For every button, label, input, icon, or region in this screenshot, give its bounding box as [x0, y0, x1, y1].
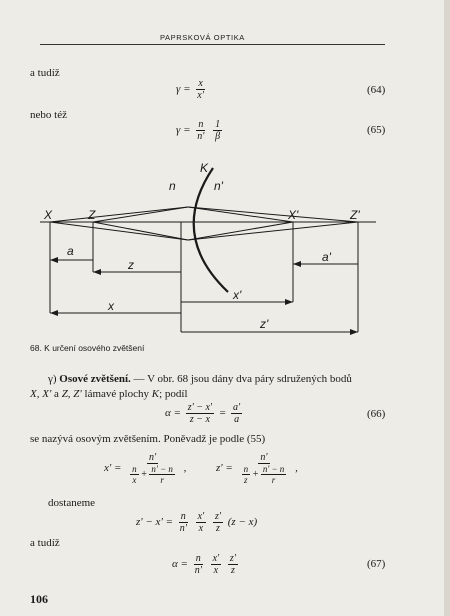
label-n-prime: n' [214, 179, 223, 193]
label-K: K [200, 161, 209, 175]
ray-X [50, 207, 188, 222]
equation-64 [176, 78, 208, 101]
label-X: X [44, 208, 53, 222]
eq64-fraction: $\frac{x}{x'}$ [197, 78, 204, 101]
eq65-lhs: γ = [176, 124, 191, 137]
eqno-64: (64) [367, 84, 386, 96]
text-a-tudiz-2: a tudíž [30, 537, 60, 549]
text-a-tudiz-1: a tudíž [30, 67, 60, 79]
equation-66: α = $\frac{z' - x'}{z - x}$ = $\frac{a'}{a}$ [165, 402, 241, 425]
label-x: x [108, 299, 114, 313]
label-z: z [128, 258, 134, 272]
page-number: 106 [30, 592, 48, 606]
equation-x-prime: x' = n' $\frac{n}{x}$ + $\frac{n' - n}{r}$ , [104, 452, 187, 485]
label-Z: Z [88, 208, 96, 222]
page-edge [444, 0, 450, 616]
text-nebo-tez: nebo též [30, 109, 67, 121]
header-rule [40, 44, 385, 45]
label-a-prime: a' [322, 250, 331, 264]
paragraph-line-1: γ) Osové zvětšení. — V obr. 68 jsou dány dva páry sdružených bodů [48, 373, 352, 385]
figure-caption: 68. K určení osového zvětšení [30, 343, 145, 353]
section-title: Osové zvětšení. [59, 373, 131, 385]
equation-z-prime: z' = n' $\frac{n}{z}$ + $\frac{n' - n}{r}$ , [216, 452, 298, 485]
equation-65: γ = $\frac{n}{n'}$ $\frac{1}{\beta}$ [176, 119, 221, 142]
running-header: PAPRSKOVÁ OPTIKA [160, 33, 245, 42]
label-Z-prime: Z' [350, 208, 360, 222]
label-n: n [169, 179, 176, 193]
equation-67: α = $\frac{n}{n'}$ $\frac{x'}{x}$ $\frac{z'}{z}$ [172, 553, 236, 576]
paragraph-2: se nazývá osovým zvětšením. Poněvadž je podle (55) [30, 433, 266, 445]
label-z-prime: z' [260, 317, 269, 331]
text-dostaneme: dostaneme [48, 497, 96, 509]
eqno-67: (67) [367, 558, 386, 570]
paragraph-line-2: X, X' a Z, Z' lámavé plochy K; podíl [30, 388, 188, 400]
eqno-65: (65) [367, 124, 386, 136]
label-a: a [67, 244, 74, 258]
label-X-prime: X' [288, 208, 299, 222]
eq64-lhs: γ = [176, 83, 191, 96]
equation-difference: z' − x' = $\frac{n}{n'}$ $\frac{x'}{x}$ $\frac{z'}{z}$ (z − x) [136, 511, 258, 534]
label-x-prime: x' [233, 288, 242, 302]
figure-68 [28, 150, 388, 340]
eqno-66: (66) [367, 408, 386, 420]
